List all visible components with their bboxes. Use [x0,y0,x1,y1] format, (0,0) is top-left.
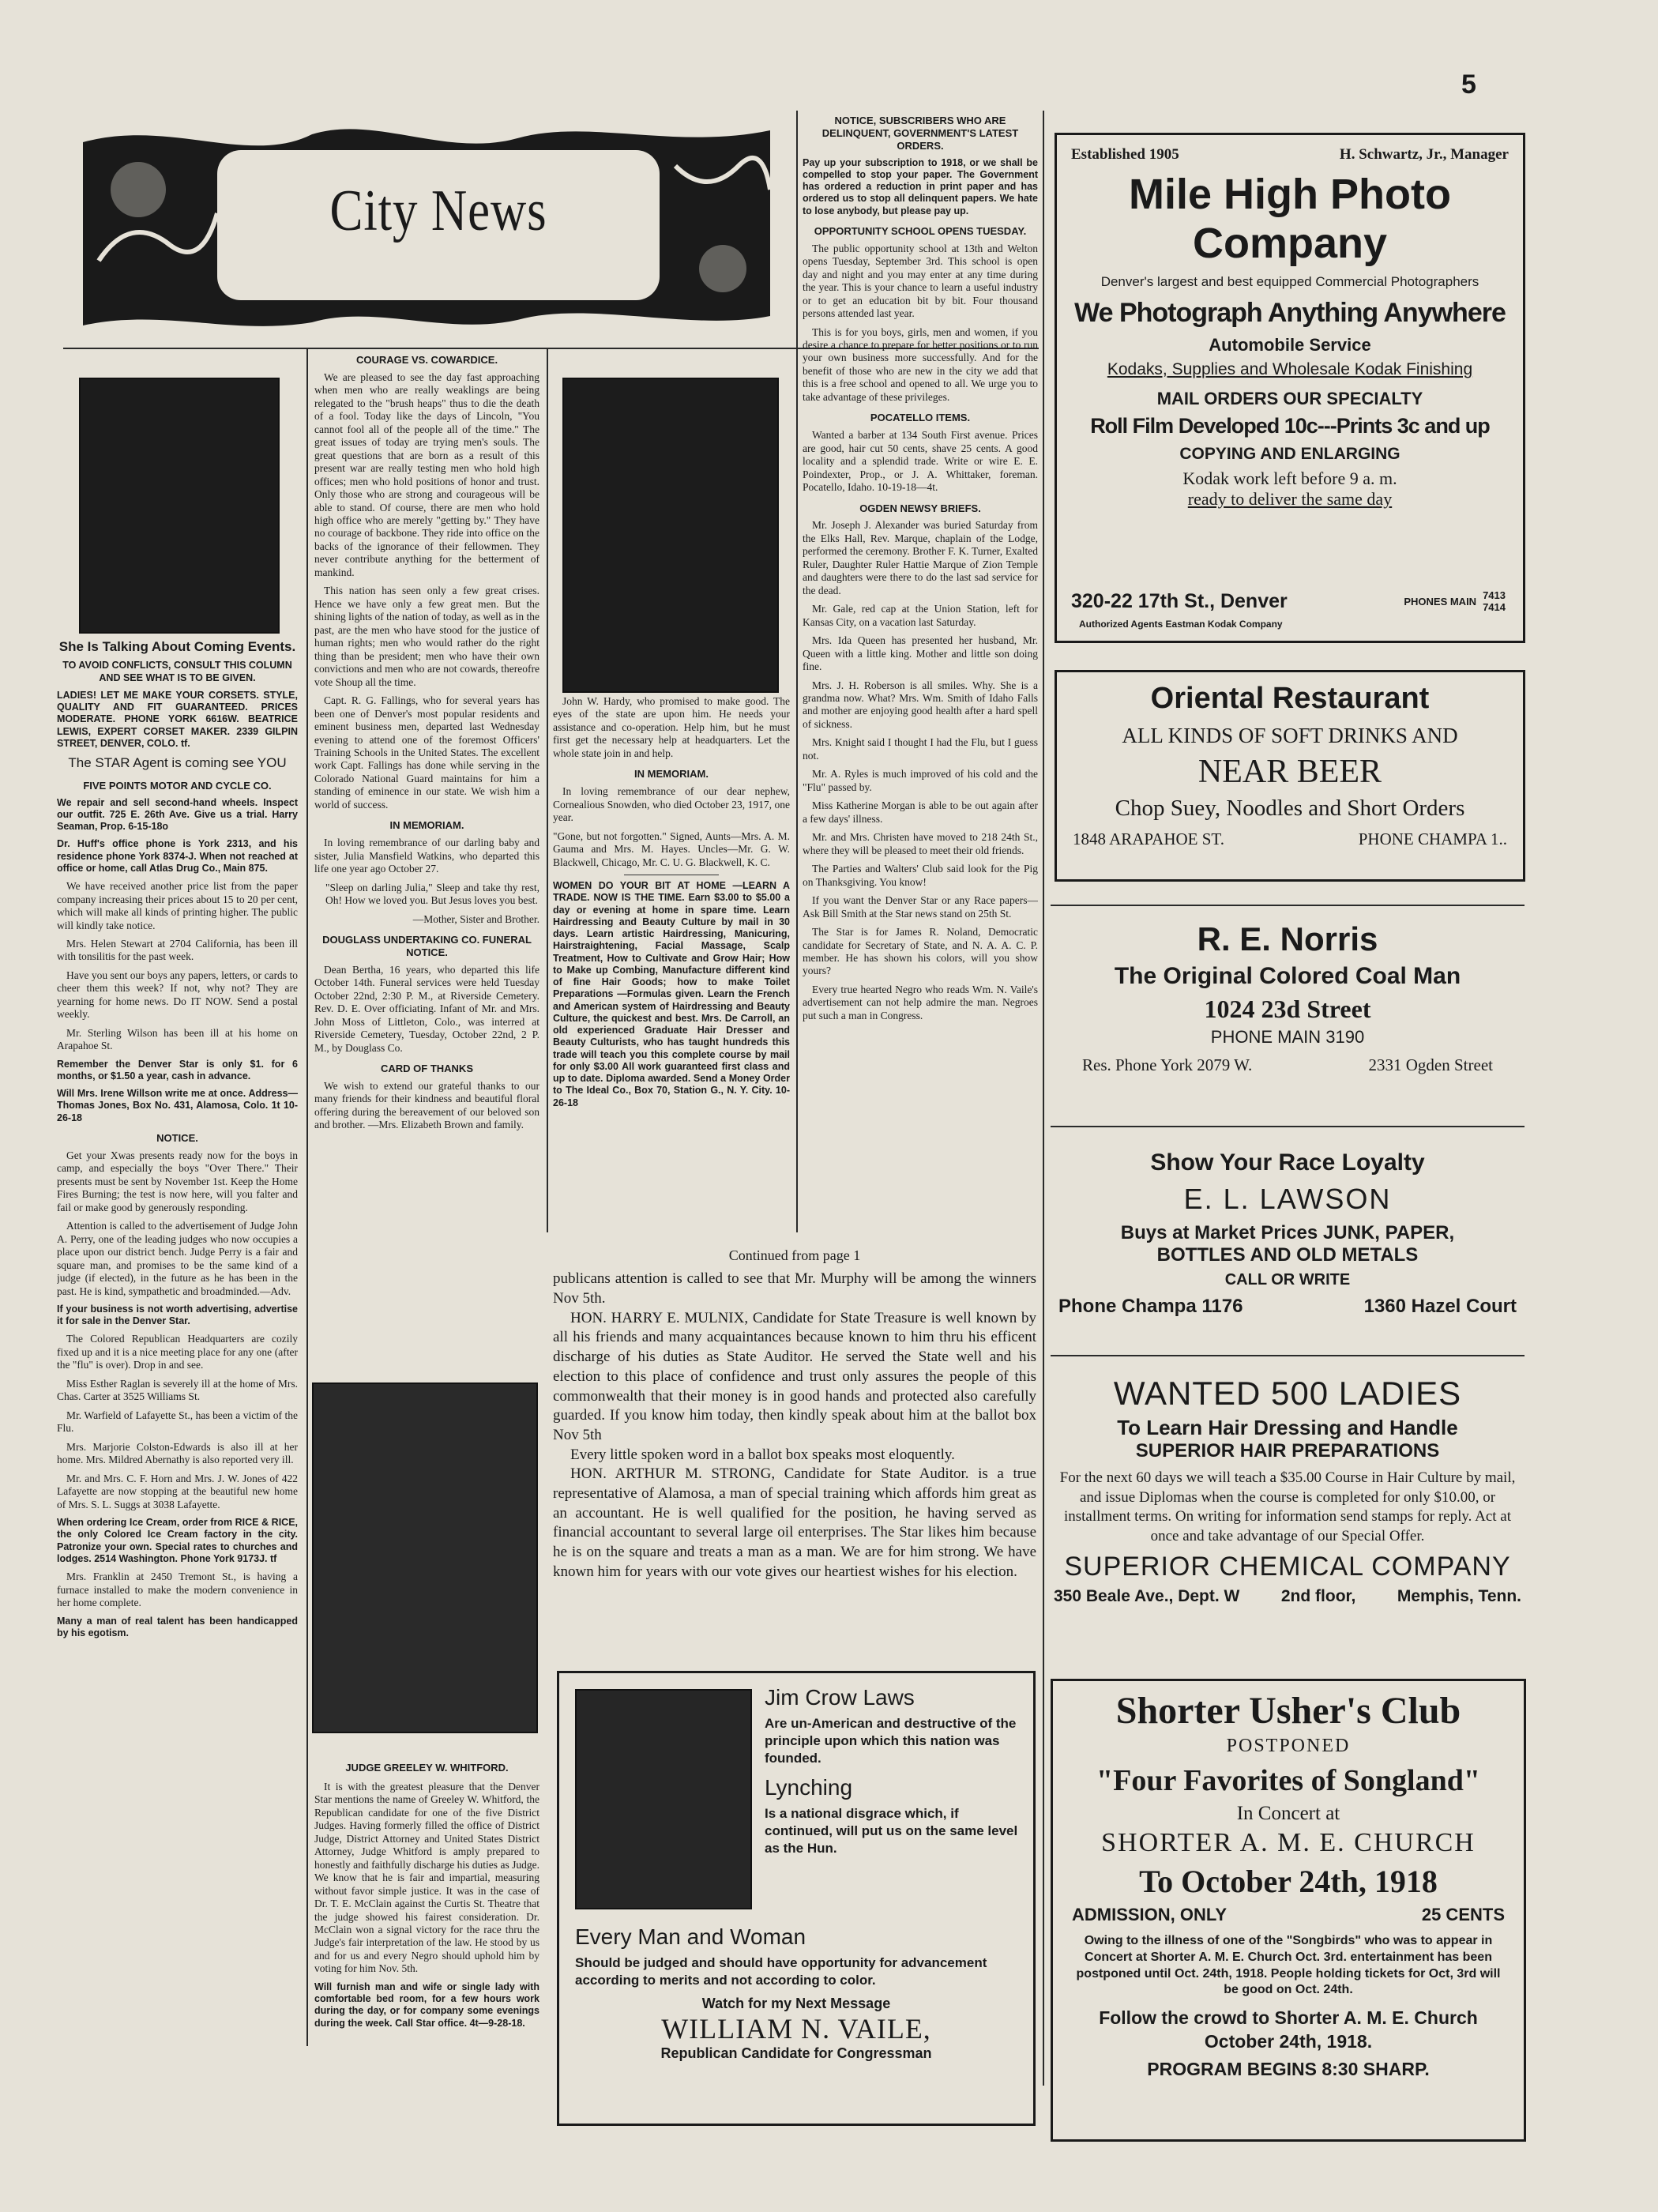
jim-crow-text: Are un-American and destructive of the principle upon which this nation was founded. [765,1716,1017,1766]
ogden-item-5: Mrs. Knight said I thought I had the Flu, but I guess not. [803,736,1038,762]
memoriam-poem-2: "Gone, but not forgotten." Signed, Aunts—Mrs. A. M. Gauma and Mrs. M. Hayes. Uncles—Mr. G. W. Blackwell, Chicago, Mr. C. U. G. Blackwell, K. C. [553,830,790,868]
douglass-heading: DOUGLASS UNDERTAKING CO. FUNERAL NOTICE. [322,934,532,958]
usher-favorites: "Four Favorites of Songland" [1096,1764,1480,1797]
school-heading: OPPORTUNITY SCHOOL OPENS TUESDAY. [814,224,1027,237]
vaile-portrait [575,1689,752,1909]
continued-paragraph-1: publicans attention is called to see that Mr. Murphy will be among the winners Nov 5th. [553,1270,1036,1307]
oriental-name: Oriental Restaurant [1150,682,1430,715]
column-3 [553,695,790,1232]
lawson-ad [1051,1149,1525,1339]
every-man-heading: Every Man and Woman [575,1924,806,1949]
douglass-notice: Dean Bertha, 16 years, who departed this life October 14th. Funeral services were held Tuesday October 22nd, 2:30 P. M., at Riverside Cemetery. Rev. D. E. Over officiating. Infant of Mr. and Mrs. John Moss of Littleton, Colo., was interred at Riverside Cemetery, Tuesday, October 22nd, 2 P. M., by Douglass Co. [314,963,540,1054]
whitford-photo [312,1382,538,1733]
usher-concert: In Concert at [1236,1803,1340,1824]
courage-paragraph-1: We are pleased to see the day fast approaching when men who are really weaklings are being relegated to the "brush heaps" thus to die the death of a fool. Today like the days of Lincoln, "You cannot fool all of the people all of the time." The great issues of today are trying men's souls. The great questions that are born as a result of this present war are really testing men who hold high offices; men who hold positions of honor and trust. Only those who are strong and courageous will be able to stand. Of course, there are men who hold high office who are merely "getting by." They have no courage of backbone. They ride into office on the backs of the ignorance of their fellowmen. They never contribute anything for the betterment of mankind. [314,371,540,578]
norris-tagline: The Original Colored Coal Man [1114,963,1461,989]
superior-address-1: 350 Beale Ave., Dept. W [1054,1586,1240,1605]
irene-willson-item: Will Mrs. Irene Willson write me at once. Address—Thomas Jones, Box No. 431, Alamosa, Colo. 1t 10-26-18 [57,1088,298,1123]
women-trade-ad: WOMEN DO YOUR BIT AT HOME —LEARN A TRADE. NOW IS THE TIME. Earn $3.00 to $5.00 a day or evening at home in spare time. Learn Hairdressing and Beauty Culture by mail in 30 days. Learn artistic Hairdressing, Manicuring, Hairstraightening, Facial Massage, Scalp Treatment, How to Cultivate and Grow Hair; How to Make up Combing, Manufacture different kind of fine Hair Goods; how to make Toilet Preparations —Formulas given. Learn the French and American system of Hairdressing and Beauty Culture, the quickest and best. Mrs. De Carroll, an old experienced Graduate Hair Dresser and Beauty Culturists, who has taught hundreds this trade will teach you this complete course by mail for only $3.00 All work guaranteed first class and up to date. Diploma awarded. Send a Money Order to The Ideal Co., Box 70, Station G., N. Y. City. 10-26-18 [553,880,790,1108]
memoriam-signature: —Mother, Sister and Brother. [412,912,540,925]
continued-paragraph-2: HON. HARRY E. MULNIX, Candidate for State Treasure is well known by all his friends and many acquaintances because known to him thru his efficent discharge of his duties as State Auditor. He served the State well and his election to this place of confidence and trust only assures the people of this commonwealth that their money is in good hands and protected also carefully guarded. If you know him today, then kindly speak about him at the ballot box Nov 5th [553,1309,1036,1443]
room-ad: Will furnish man and wife or single lady with comfortable bed room, for a few hours work during the day, or for company some evenings during the week. Call Star office. 4t—9-28-18. [314,1981,540,2029]
copying-line: COPYING AND ENLARGING [1179,445,1400,463]
mail-orders-line: MAIL ORDERS OUR SPECIALTY [1156,389,1423,408]
perry-item: Attention is called to the advertisement of Judge John A. Perry, one of the leading judges who now occupies a place upon our district bench. Judge Perry is a fair and square man, and promises to be the same kind of a judge (if elected), in the future as he has been in the past. He is kind, sympathetic and broadminded.—Adv. [57,1220,298,1297]
wanted-learn: To Learn Hair Dressing and Handle [1117,1416,1458,1439]
masthead-title: City News [329,179,547,243]
established-text: Established 1905 [1071,146,1179,163]
raglan-item: Miss Esther Raglan is severely ill at the home of Mrs. Chas. Carter at 3525 Williams St. [57,1377,298,1403]
oriental-phone: PHONE CHAMPA 1.. [1358,830,1507,848]
ogden-item-2: Mr. Gale, red cap at the Union Station, left for Kansas City, on a vacation last Saturday. [803,603,1038,628]
column1-photo-caption: She Is Talking About Coming Events. [58,639,296,654]
star-agent-ad: The STAR Agent is coming see YOU [68,755,287,770]
oriental-restaurant-ad [1055,670,1525,882]
courage-paragraph-2: This nation has seen only a few great crises. Hence we have only a few great men. But the shining lights of the nation of today, as well as in the past, are the men who have stood for the justice of human rights; men who would rather do the right thing than be president; men who have their own convictions and men who are not cowards, thereofre vote Shoup all the time. [314,585,540,688]
jim-crow-heading: Jim Crow Laws [765,1685,915,1710]
oriental-address: 1848 ARAPAHOE ST. [1073,830,1224,848]
photo-company-name-2: Company [1192,220,1388,267]
dr-huff-notice: Dr. Huff's office phone is York 2313, and his residence phone York 8374-J. When not reached at office or home, call Atlas Drug Co., Main 875. [57,838,298,874]
oriental-drinks: ALL KINDS OF SOFT DRINKS AND [1122,724,1458,747]
stewart-item: Mrs. Helen Stewart at 2704 California, has been ill with tonsilitis for the past week. [57,937,298,963]
wilson-item: Mr. Sterling Wilson has been ill at his home on Arapahoe St. [57,1026,298,1052]
photo-phones-label: PHONES MAIN [1404,595,1477,608]
ogden-item-4: Mrs. J. H. Roberson is all smiles. Why. She is a grandma now. What? Mrs. Wm. Smith of Idaho Falls and mother are enjoying good health after a hard spell of sickness. [803,679,1038,730]
vaile-name: WILLIAM N. VAILE, [661,2013,931,2045]
pocatello-heading: POCATELLO ITEMS. [870,412,971,424]
subscription-notice: Remember the Denver Star is only $1. for 6 months, or $1.50 a year, cash in advance. [57,1058,298,1082]
page-number: 5 [1461,70,1476,100]
usher-program: PROGRAM BEGINS 8:30 SHARP. [1147,2058,1430,2079]
wanted-body: For the next 60 days we will teach a $35.00 Course in Hair Culture by mail, and issue Diplomas when the course is completed for only $10.00, or installment terms. On writing for information send stamps for reply. Act at once and take advantage of our Special Offer. [1059,1469,1516,1545]
horn-item: Mr. and Mrs. C. F. Horn and Mrs. J. W. Jones of 422 Lafayette are now stopping at the beautiful new home of Mrs. S. L. Suggs at 3038 Lafayette. [57,1472,298,1510]
column-4 [803,115,1038,1228]
continued-paragraph-4: HON. ARTHUR M. STRONG, Candidate for State Auditor. is a true representative of Alamosa, a man of special training which affords him great as an accountant. He is well qualified for the position, he having served as financial accountant to several large oil enterprises. The Star likes him because he is on the square and treats a man as a man. We are for him strong. We have known him for years with our vote gives our heartiest wishes for his election. [553,1465,1036,1580]
whitford-caption: JUDGE GREELEY W. WHITFORD. [345,1762,509,1774]
xwas-item: Get your Xwas presents ready now for the boys in camp, and especially the boys "Over There." Their presents must be sent by November 1st. Keep the Home Fires Burning; the test is now here, will you falter and fail or make good by generously responding. [57,1149,298,1213]
five-points-heading: FIVE POINTS MOTOR AND CYCLE CO. [83,779,272,792]
norris-res-address: 2331 Ogden Street [1368,1055,1493,1074]
column-2-top [314,354,540,1365]
boys-papers-item: Have you sent our boys any papers, letters, or cards to cheer them this week? If not, why not? They are yearning for home news. Do IT NOW. Send a postal weekly. [57,969,298,1021]
photo-company-name-1: Mile High Photo [1129,171,1451,218]
school-paragraph-2: This is for you boys, girls, men and women, if you desire a chance to prepare for better positions or to run your own business more successfully. And for the benefit of those who are new in the city we add that this is a free school and opened to all. We urge you to take advantage of these privileges. [803,325,1038,403]
vaile-ad [557,1671,1036,2126]
subscribers-notice-heading: NOTICE, SUBSCRIBERS WHO ARE DELINQUENT, GOVERNMENT'S LATEST ORDERS. [821,115,1019,152]
subscribers-notice: Pay up your subscription to 1918, or we shall be compelled to stop your paper. The Government has ordered a reduction in print paper and has ordered us to stop all delinquent papers. We hate to lose anybody, but please pay up. [803,156,1038,216]
ogden-item-10: If you want the Denver Star or any Race papers—Ask Bill Smith at the Star news stand on 25th St. [803,894,1038,920]
ogden-item-12: Every true hearted Negro who reads Wm. N. Vaile's advertisement can not help admire the man. Negroes put such a man in Congress. [803,983,1038,1021]
shorter-usher-club-ad [1051,1679,1526,2142]
ogden-item-3: Mrs. Ida Queen has presented her husband, Mr. Queen with a little king. Mother and little son doing fine. [803,634,1038,673]
photo-address: 320-22 17th St., Denver [1071,589,1288,612]
continued-paragraph-3: Every little spoken word in a ballot box speaks most eloquently. [570,1446,955,1463]
city-news-masthead [75,118,786,336]
headquarters-item: The Colored Republican Headquarters are cozily fixed up and it is a nice meeting place for any one (after the "flu" is over). Drop in and see. [57,1333,298,1371]
automobile-service: Automobile Service [1209,335,1371,355]
ogden-item-9: The Parties and Walters' Club said look for the Pig on Thanksgiving. You know! [803,863,1038,888]
memoriam-heading-2: IN MEMORIAM. [634,768,709,781]
continued-heading: Continued from page 1 [728,1247,861,1263]
norris-name: R. E. Norris [1197,920,1378,957]
superior-address-2: 2nd floor, [1280,1586,1356,1605]
usher-date: To October 24th, 1918 [1139,1864,1438,1899]
norris-street: 1024 23d Street [1204,995,1371,1023]
manager-text: H. Schwartz, Jr., Manager [1339,146,1509,163]
usher-church: SHORTER A. M. E. CHURCH [1101,1828,1476,1857]
lawson-phone: Phone Champa 1176 [1058,1296,1243,1317]
roll-film-line: Roll Film Developed 10c---Prints 3c and up [1090,414,1490,438]
norris-ad [1051,920,1525,1110]
notice-heading: NOTICE. [156,1131,198,1144]
business-item: If your business is not worth advertising, advertise it for sale in the Denver Star. [57,1303,298,1327]
superior-address-3: Memphis, Tenn. [1397,1586,1521,1605]
franklin-item: Mrs. Franklin at 2450 Tremont St., is having a furnace installed to make the modern convenience in her home complete. [57,1571,298,1609]
norris-phone: PHONE MAIN 3190 [1210,1027,1365,1047]
continued-article [553,1247,1036,1657]
wanted-preparations: SUPERIOR HAIR PREPARATIONS [1135,1440,1440,1462]
photo-phone-1: 7413 [1483,589,1506,601]
ogden-item-8: Mr. and Mrs. Christen have moved to 218 24th St., where they will be pleased to meet their old friends. [803,831,1038,856]
deliver-line: ready to deliver the same day [1187,489,1393,509]
corset-ad: LADIES! LET ME MAKE YOUR CORSETS. STYLE, QUALITY AND FIT GUARANTEED. PRICES MODERATE. PHONE YORK 6616W. BEATRICE LEWIS, EXPERT CORSET MAKER. 2339 GILPIN STREET, DENVER, COLO. tf. [57,689,298,749]
kodak-work-line: Kodak work left before 9 a. m. [1182,468,1397,488]
oriental-beer: NEAR BEER [1197,754,1382,790]
lawson-bottles: BOTTLES AND OLD METALS [1156,1244,1419,1266]
pocatello-item: Wanted a barber at 134 South First avenue. Prices are good, hair cut 50 cents, shave 25 cents. A good locality and a splendid trade. Write or wire E. E. Poindexter, Prop., or J. A. Whittaker, foreman. Pocatello, Idaho. 10-19-18—4t. [803,429,1038,494]
usher-price: 25 CENTS [1421,1905,1505,1924]
superior-company: SUPERIOR CHEMICAL COMPANY [1064,1551,1511,1582]
vaile-watch: Watch for my Next Message [701,1996,891,2012]
lawson-address: 1360 Hazel Court [1363,1296,1517,1317]
lawson-name: E. L. LAWSON [1183,1183,1392,1215]
usher-admission: ADMISSION, ONLY [1072,1905,1227,1924]
every-man-text: Should be judged and should have opportunity for advancement according to merits and not according to color. [575,1955,987,1988]
lawson-loyalty: Show Your Race Loyalty [1150,1149,1425,1176]
usher-postponed: POSTPONED [1226,1736,1351,1756]
colston-item: Mrs. Marjorie Colston-Edwards is also ill at her home. Mrs. Mildred Abernathy is also reported very ill. [57,1440,298,1466]
oriental-chop-suey: Chop Suey, Noodles and Short Orders [1115,796,1465,821]
hardy-photo [562,378,779,693]
usher-follow: Follow the crowd to Shorter A. M. E. Church October 24th, 1918. [1099,2007,1478,2052]
photo-agents: Authorized Agents Eastman Kodak Company [1079,619,1283,630]
usher-body: Owing to the illness of one of the "Songbirds" who was to appear in Concert at Shorter A. M. E. Church Oct. 3rd. entertainment has been postponed until Oct. 24th, 1918. People holding tickets for Oct, 3rd will be good on Oct. 24th. [1076,1934,1501,1997]
whitford-text: It is with the greatest pleasure that the Denver Star mentions the name of Greeley W. Whitford, the Republican candidate for one of the five District Judges. Having formerly filled the office of District Judge, District Attorney and United States District Attorney, Judge Whitford is amply prepared to honestly and faithfully discharge his duties as Judge. We know that he is fair and impartial, measuring without favor simple justice. It was in the case of Dr. T. E. McClain against the Curtis St. Theatre that the judge showed his fairest consideration. Dr. McClain won a signal victory for the race thru the Judge's fair interpretation of the law. He stood by us and for us and every Negro should uphold him by voting for him Nov. 5th. [314,1780,540,1975]
hardy-caption: John W. Hardy, who promised to make good. The eyes of the state are upon him. He needs your assistance and co-operation. Help him, but he must first get the necessary help at headquarters. Let the whole state join in and help. [553,695,790,759]
school-paragraph-1: The public opportunity school at 13th and Welton opens Tuesday, September 3rd. This school is open day and night and you may enter at any time during the year. This is your chance to learn a useful industry or to get an education bit by bit. Four thousand persons attended last year. [803,242,1038,320]
column-2-bottom [314,1762,540,2109]
avoid-conflicts-notice: TO AVOID CONFLICTS, CONSULT THIS COLUMN AND SEE WHAT IS TO BE GIVEN. [62,660,292,683]
thanks-text: We wish to extend our grateful thanks to our many friends for their kindness and beautiful floral offering during the bereavement of our beloved son and brother. —Mrs. Elizabeth Brown and family. [314,1079,540,1131]
lynching-text: Is a national disgrace which, if continued, will put us on the same level as the Hun. [765,1806,1018,1856]
ogden-item-7: Miss Katherine Morgan is able to be out again after a few days' illness. [803,799,1038,825]
kodaks-line: Kodaks, Supplies and Wholesale Kodak Finishing [1107,360,1473,378]
lawson-buys: Buys at Market Prices JUNK, PAPER, [1120,1222,1455,1243]
price-list-item: We have received another price list from the paper company increasing their prices about 15 to 20 per cent, which will make all kinds of printing higher. The public will kindly take notice. [57,880,298,931]
fallings-item: Capt. R. G. Fallings, who for several years has been one of Denver's most popular residents and eminent business men, departed last Wednesday evening to attend one of the foremost Officers' Training Schools in the United States. The excellent work Capt. Fallings has done while serving in the Colorado National Guard maintains for him a standing of eminence in our state. We wish him a world of success. [314,694,540,811]
wanted-heading: WANTED 500 LADIES [1113,1375,1462,1412]
photo-phone-2: 7414 [1483,601,1506,613]
ogden-item-6: Mr. A. Ryles is much improved of his cold and the "Flu" passed by. [803,768,1038,793]
mile-high-photo-ad [1055,133,1525,643]
lynching-heading: Lynching [765,1775,853,1800]
vaile-subtitle: Republican Candidate for Congressman [660,2045,932,2062]
memoriam-poem: "Sleep on darling Julia," Sleep and take thy rest, Oh! How we loved you. But Jesus loves you best. [325,881,540,907]
photo-tagline: Denver's largest and best equipped Commercial Photographers [1100,274,1479,289]
ogden-heading: OGDEN NEWSY BRIEFS. [859,502,981,514]
warfield-item: Mr. Warfield of Lafayette St., has been a victim of the Flu. [57,1409,298,1435]
memoriam-heading: IN MEMORIAM. [389,819,464,832]
ice-cream-ad: When ordering Ice Cream, order from RICE & RICE, the only Colored Ice Cream factory in the city. Patronize your own. Special rates to churches and lodges. 2514 Washington. Phone York 9173J. tf [57,1517,298,1564]
thanks-heading: CARD OF THANKS [381,1063,473,1074]
photo-slogan: We Photograph Anything Anywhere [1074,298,1506,328]
column-1 [57,638,298,2139]
ogden-item-1: Mr. Joseph J. Alexander was buried Saturday from the Elks Hall, Rev. Marque, chaplain of the Lodge, performed the ceremony. Brother F. K. Turner, Exalted Ruler, Daughter Ruler Hattie Marque of Zion Temple and daughters were there to do the last sad service for the dead. [803,519,1038,596]
lawson-call: CALL OR WRITE [1224,1271,1351,1288]
talent-item: Many a man of real talent has been handicapped by his egotism. [57,1615,298,1638]
column1-photo [79,378,280,634]
norris-res-phone: Res. Phone York 2079 W. [1082,1055,1253,1074]
usher-club-name: Shorter Usher's Club [1115,1690,1461,1732]
memoriam-text-2: In loving remembrance of our dear nephew, Cornealious Snowden, who died October 23, 1917, one year. [553,785,790,824]
wanted-ladies-ad [1051,1375,1525,1647]
courage-heading: COURAGE VS. COWARDICE. [355,354,498,366]
ogden-item-11: The Star is for James R. Noland, Democratic candidate for Secretary of State, and N. A. A. C. P. member. He has shown his colors, will you show yours? [803,926,1038,977]
memoriam-text: In loving remembrance of our darling baby and sister, Julia Mansfield Watkins, who departed this life one year ago October 27. [314,837,540,875]
five-points-ad: We repair and sell second-hand wheels. Inspect our outfit. 725 E. 26th Ave. Give us a trial. Harry Seaman, Prop. 6-15-18o [57,796,298,833]
